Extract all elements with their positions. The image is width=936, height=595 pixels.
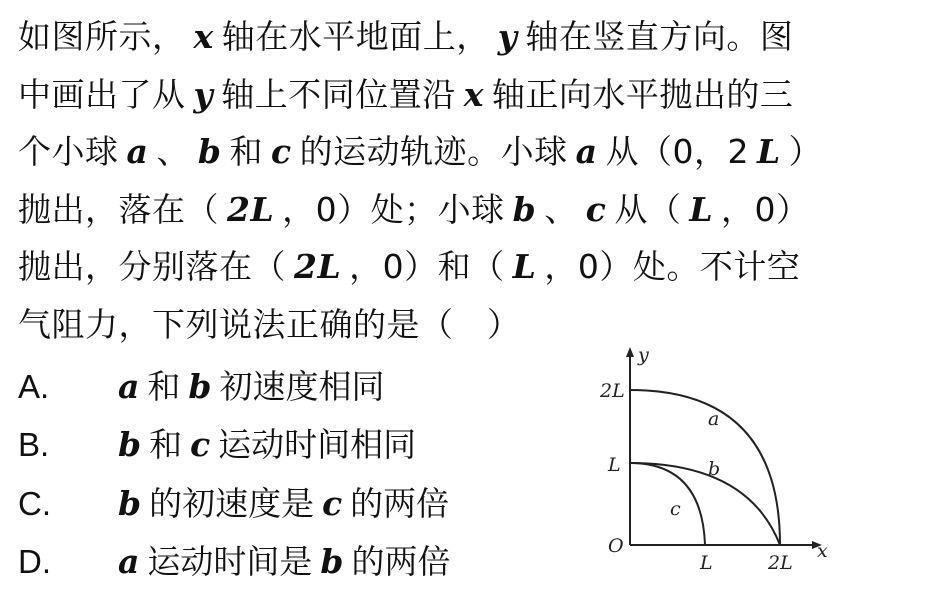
option-letter: D. xyxy=(18,543,51,580)
text-segment: ，0）和（ xyxy=(349,247,505,286)
math-variable: y xyxy=(497,17,518,56)
text-segment: ，0）处。不计空 xyxy=(544,247,801,286)
text-segment: 运动时间是 xyxy=(147,542,313,581)
text-segment: 如图所示， xyxy=(18,17,186,56)
curve-a-label: a xyxy=(708,408,720,430)
stem-line xyxy=(18,66,923,124)
stem-line xyxy=(18,238,923,296)
trajectory-c xyxy=(630,463,705,545)
option-b[interactable] xyxy=(18,425,416,465)
math-variable: c xyxy=(585,189,607,229)
math-variable: b xyxy=(512,189,537,229)
text-segment: 抛出，落在（ xyxy=(18,189,219,229)
x-tick-L: L xyxy=(700,552,713,574)
text-segment: 轴上不同位置沿 xyxy=(221,74,456,114)
trajectory-a xyxy=(630,390,780,545)
math-variable: b xyxy=(188,367,212,406)
text-segment: 中画出了从 xyxy=(18,74,186,114)
math-variable: x xyxy=(193,17,214,56)
math-variable: 2L xyxy=(227,189,275,229)
y-tick-2L: 2L xyxy=(600,380,625,402)
trajectory-figure xyxy=(590,345,840,585)
curve-c-label: c xyxy=(670,498,681,520)
math-variable: L xyxy=(512,247,537,286)
stem-line xyxy=(18,8,923,66)
math-variable: b xyxy=(197,132,222,171)
text-segment: ，0） xyxy=(721,189,810,229)
math-variable: L xyxy=(756,132,781,171)
stem-line xyxy=(18,181,923,239)
math-variable: c xyxy=(270,132,292,171)
math-variable: b xyxy=(118,484,142,523)
text-segment: ，0）处；小球 xyxy=(282,189,505,229)
text-segment: 和 xyxy=(149,425,183,464)
text-segment: 轴正向水平抛出的三 xyxy=(491,74,794,114)
text-segment: 运动时间相同 xyxy=(218,425,417,464)
option-letter: B. xyxy=(18,426,50,463)
text-segment: 气阻力，下列说法正确的是（ ） xyxy=(18,304,521,344)
option-a[interactable] xyxy=(18,367,384,407)
text-segment: 的两倍 xyxy=(351,542,451,581)
text-segment: 、 xyxy=(544,189,578,229)
option-d[interactable] xyxy=(18,542,450,582)
origin-label: O xyxy=(608,535,624,557)
y-axis-label: y xyxy=(638,344,649,366)
math-variable: a xyxy=(575,132,598,171)
y-tick-L: L xyxy=(608,454,621,476)
x-axis-label: x xyxy=(817,540,828,562)
curve-b-label: b xyxy=(708,458,721,480)
text-segment: 初速度相同 xyxy=(219,367,385,406)
text-segment: ） xyxy=(788,132,823,171)
math-variable: a xyxy=(118,542,140,581)
math-variable: 2L xyxy=(294,247,342,286)
text-segment: 从（ xyxy=(614,189,682,229)
math-variable: b xyxy=(320,542,344,581)
math-variable: L xyxy=(689,189,714,229)
stem-line xyxy=(18,123,923,181)
option-letter: A. xyxy=(18,368,50,405)
math-variable: a xyxy=(126,132,149,171)
math-variable: y xyxy=(193,74,214,114)
question-stem xyxy=(18,8,923,353)
text-segment: 和 xyxy=(147,367,181,406)
math-variable: x xyxy=(463,74,484,114)
math-variable: c xyxy=(190,425,211,464)
y-axis-arrow xyxy=(626,347,634,357)
text-segment: 和 xyxy=(229,132,263,171)
math-variable: a xyxy=(118,367,140,406)
text-segment: 抛出，分别落在（ xyxy=(18,247,286,286)
text-segment: 轴在竖直方向。图 xyxy=(525,17,794,56)
x-tick-2L: 2L xyxy=(768,552,793,574)
text-segment: 的初速度是 xyxy=(149,484,315,523)
text-segment: 轴在水平地面上， xyxy=(221,17,490,56)
math-variable: c xyxy=(322,484,343,523)
option-letter: C. xyxy=(18,485,51,522)
math-variable: b xyxy=(118,425,142,464)
text-segment: 的运动轨迹。小球 xyxy=(299,132,568,171)
text-segment: 从（0，2 xyxy=(605,132,749,171)
text-segment: 的两倍 xyxy=(350,484,450,523)
trajectory-diagram xyxy=(590,345,840,585)
text-segment: 个小球 xyxy=(18,132,119,171)
option-c[interactable] xyxy=(18,484,449,524)
text-segment: 、 xyxy=(156,132,190,171)
